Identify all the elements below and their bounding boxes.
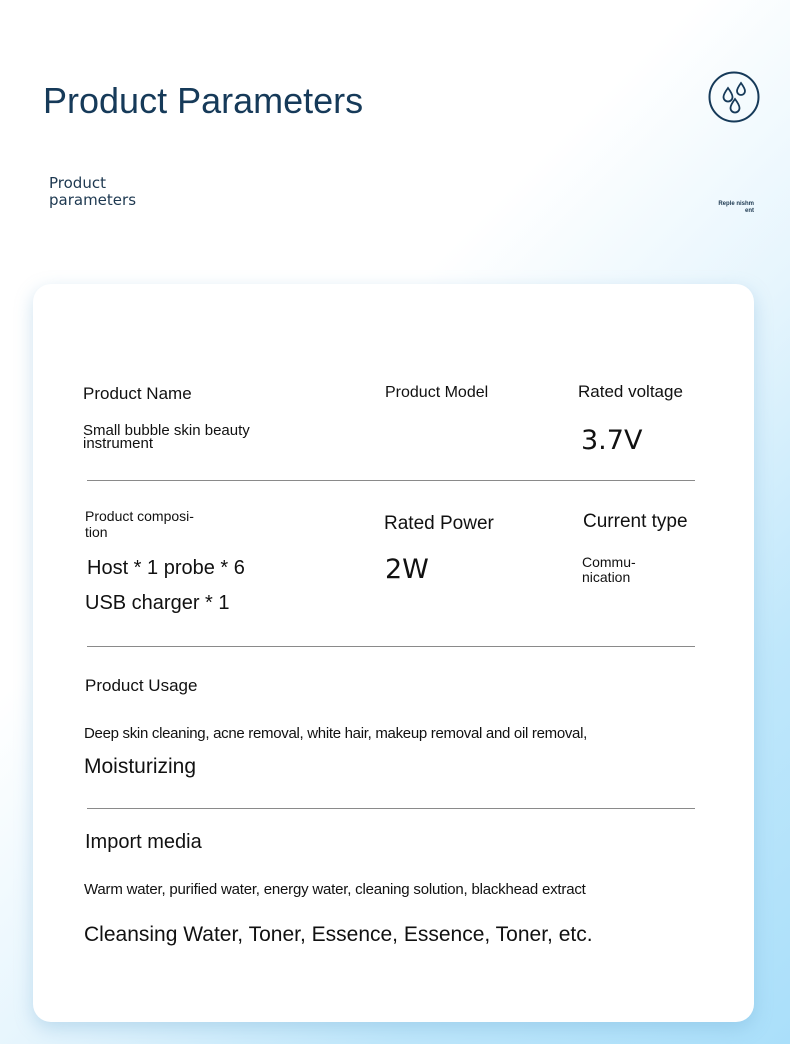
water-drops-icon	[708, 71, 760, 123]
rated-power-value: 2W	[385, 554, 429, 585]
parameters-card	[33, 284, 754, 1022]
page-title: Product Parameters	[43, 80, 364, 121]
import-media-line-1: Warm water, purified water, energy water, cleaning solution, blackhead extract	[84, 881, 586, 898]
import-media-line-2: Cleansing Water, Toner, Essence, Essence, Toner, etc.	[84, 923, 593, 946]
product-composition-value-1: Host * 1 probe * 6	[87, 557, 245, 579]
divider	[87, 646, 695, 647]
product-usage-line-2: Moisturizing	[84, 755, 197, 778]
product-model-label: Product Model	[385, 384, 489, 401]
product-name-label: Product Name	[83, 384, 192, 403]
product-usage-line-1: Deep skin cleaning, acne removal, white hair, makeup removal and oil removal,	[84, 725, 587, 742]
import-media-label: Import media	[85, 831, 202, 853]
product-composition-value-2: USB charger * 1	[85, 592, 230, 614]
badge-label: Reple nishment	[718, 201, 754, 214]
product-name-value: Small bubble skin beauty instrument	[83, 422, 250, 452]
rated-voltage-label: Rated voltage	[578, 382, 683, 401]
rated-voltage-value: 3.7V	[581, 425, 643, 456]
divider	[87, 808, 695, 809]
product-composition-label: Product composi- tion	[85, 508, 194, 540]
page-subtitle: Product parameters	[49, 174, 137, 209]
product-usage-label: Product Usage	[85, 676, 198, 695]
rated-power-label: Rated Power	[384, 513, 494, 534]
current-type-label: Current type	[583, 511, 688, 532]
divider	[87, 480, 695, 481]
current-type-value: Commu- nication	[582, 554, 636, 585]
